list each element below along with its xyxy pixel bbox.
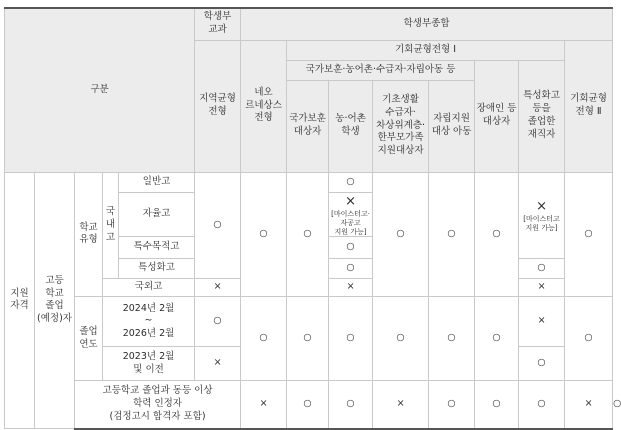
mark-x: × bbox=[195, 347, 241, 381]
mark-x: × bbox=[536, 198, 548, 214]
row-year-2: 2023년 2월 및 이전 bbox=[103, 347, 195, 381]
header-teuksong: 특성화고 등을 졸업한 재직자 bbox=[519, 60, 565, 172]
mark-o: ○ bbox=[565, 172, 613, 297]
mark-o: ○ bbox=[241, 172, 287, 297]
mark-o: ○ bbox=[287, 172, 329, 297]
mark-x: × bbox=[329, 279, 373, 297]
mark-o: ○ bbox=[565, 297, 613, 381]
mark-o: ○ bbox=[287, 297, 329, 381]
header-gukga: 국가보훈 대상자 bbox=[287, 80, 329, 172]
mark-o: ○ bbox=[329, 237, 373, 259]
mark-o: ○ bbox=[475, 297, 519, 381]
row-gungnae: 국 내 고 bbox=[103, 172, 119, 279]
header-jarip: 자립지원 대상 아동 bbox=[429, 80, 475, 172]
mark-x: × bbox=[345, 193, 357, 209]
mark-x: × bbox=[373, 381, 429, 429]
header-neo: 네오 르네상스 전형 bbox=[241, 40, 287, 172]
row-teuksu: 특수목적고 bbox=[119, 237, 195, 259]
row-hakgyo: 학교 유형 bbox=[75, 172, 103, 297]
row-joreop: 졸업 연도 bbox=[75, 297, 103, 381]
row-dongdeung: 고등학교 졸업과 동등 이상 학력 인정자 (검정고시 합격자 포함) bbox=[75, 381, 241, 429]
header-hakgyogwa: 학생부 교과 bbox=[195, 8, 241, 40]
header-jiyeok: 지역균형 전형 bbox=[195, 40, 241, 172]
mark-o: ○ bbox=[429, 172, 475, 297]
mark-o: ○ bbox=[429, 381, 475, 429]
mark-x: × bbox=[519, 279, 565, 297]
header-hakjonghap: 학생부종합 bbox=[241, 8, 613, 40]
mark-o: ○ bbox=[329, 172, 373, 192]
header-gukga-group: 국가보훈·농어촌·수급자·자립아동 등 bbox=[287, 60, 475, 80]
admission-eligibility-table: 구분 학생부 교과 학생부종합 지역균형 전형 네오 르네상스 전형 기회균형전형 Ⅰ 기회균형 전형 Ⅱ 국가보훈·농어촌·수급자·자립아동 등 장애인 등 대상자 특성화고 등을 졸업한 재직자 국가보훈 대상자 농·어촌 학생 기초생활 수급자· 차상위계층· 한부모가족 지원대상자 자립지원 대상 아동 지원 자격 고등 학교 졸업 (예정)자 학교 유형 국 내 고 일반고 ○ ○ ○ ○ ○ ○ ○ × [마이스터고 지원 가능] ○ 자율고 × [마이스터고· 자공고 지원 가능] 특수목적고 ○ 특성화고 ○ ○ 국외고 × × × 졸업 연도 2024년 2월 ~ 2026년 2월 ○ ○ ○ ○ ○ ○ ○ × ○ 2023년 2월 및 이전 × ○ 고등학교 졸업과 동등 이상 학력 인정자 (검정고시 합격자 포함) × ○ ○ × ○ ○ ○ × ○ bbox=[4, 7, 613, 430]
header-gubun: 구분 bbox=[5, 8, 195, 172]
mark-o: ○ bbox=[195, 172, 241, 279]
row-godeung: 고등 학교 졸업 (예정)자 bbox=[35, 172, 75, 429]
mark-o: ○ bbox=[519, 347, 565, 381]
mark-o: ○ bbox=[429, 297, 475, 381]
mark-o: ○ bbox=[519, 259, 565, 279]
mark-x: × bbox=[565, 381, 613, 429]
header-gihoe2: 기회균형 전형 Ⅱ bbox=[565, 40, 613, 172]
mark-o: ○ bbox=[329, 381, 373, 429]
row-teukseong: 특성화고 bbox=[119, 259, 195, 279]
mark-x: × bbox=[519, 297, 565, 347]
mark-o: ○ bbox=[329, 259, 373, 279]
mark-x: × bbox=[241, 381, 287, 429]
mark-o: ○ bbox=[241, 297, 287, 381]
row-year-1: 2024년 2월 ~ 2026년 2월 bbox=[103, 297, 195, 347]
mark-o: ○ bbox=[373, 172, 429, 297]
mark-o: ○ bbox=[373, 297, 429, 381]
mark-x: × bbox=[195, 279, 241, 297]
mark-o: ○ bbox=[329, 297, 373, 381]
mark-o: ○ bbox=[195, 297, 241, 347]
cell-teuksong-x bbox=[519, 172, 565, 259]
header-gicho: 기초생활 수급자· 차상위계층· 한부모가족 지원대상자 bbox=[373, 80, 429, 172]
header-nongeo: 농·어촌 학생 bbox=[329, 80, 373, 172]
mark-o: ○ bbox=[475, 381, 519, 429]
header-gihoe1: 기회균형전형 Ⅰ bbox=[287, 40, 565, 60]
header-jangae: 장애인 등 대상자 bbox=[475, 60, 519, 172]
row-ilban: 일반고 bbox=[119, 172, 195, 192]
mark-o: ○ bbox=[519, 381, 565, 429]
note-nongeo: [마이스터고· 자공고 지원 가능] bbox=[331, 210, 370, 236]
mark-o: ○ bbox=[287, 381, 329, 429]
row-jiwon: 지원 자격 bbox=[5, 172, 35, 429]
row-gugoe: 국외고 bbox=[103, 279, 195, 297]
mark-o: ○ bbox=[475, 172, 519, 297]
note-teuksong: [마이스터고 지원 가능] bbox=[523, 215, 560, 233]
cell-nongeo-x bbox=[329, 192, 373, 237]
row-jayul: 자율고 bbox=[119, 192, 195, 237]
